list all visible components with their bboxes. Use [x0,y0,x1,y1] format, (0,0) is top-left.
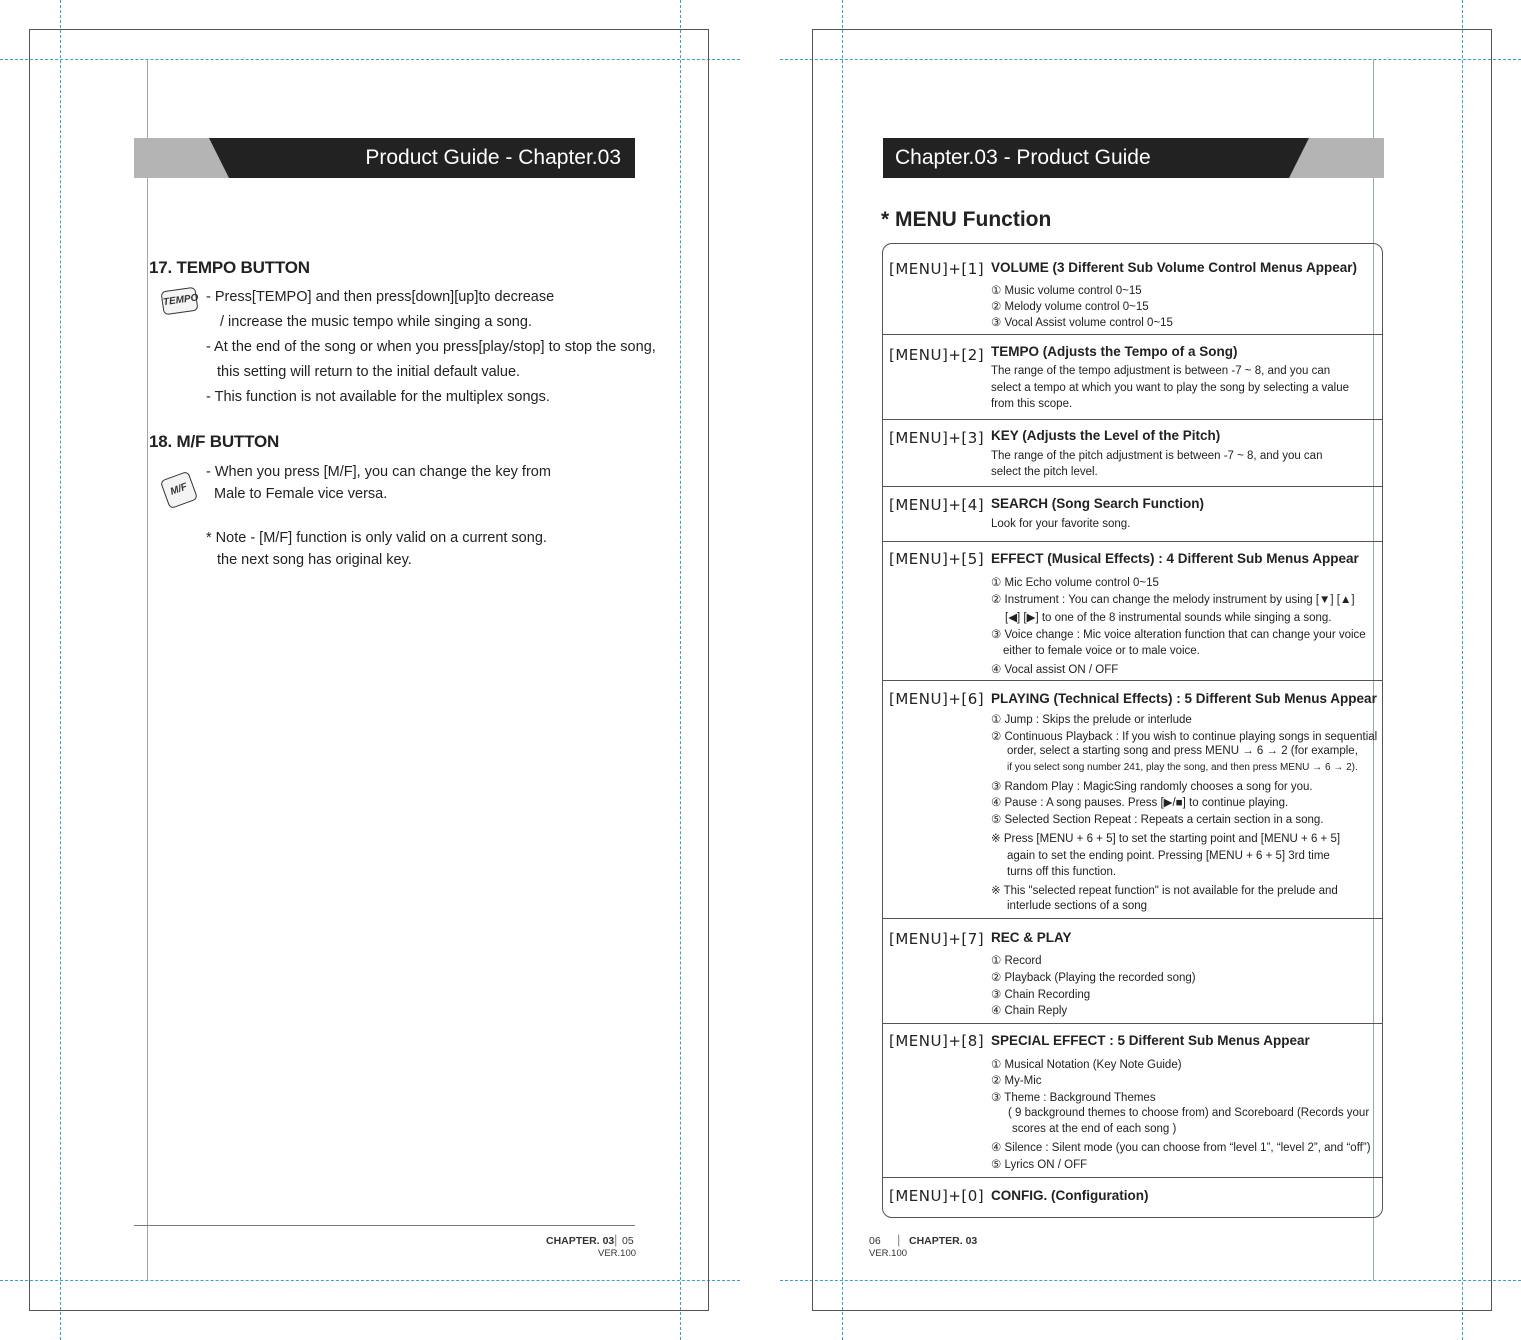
row-divider [882,486,1383,487]
left-footer-rule [134,1225,635,1226]
margin-guide [147,60,148,1280]
menu-row-line: ① Musical Notation (Key Note Guide) [991,1059,1182,1071]
right-header-bar [883,138,1384,178]
tempo-line: this setting will return to the initial default value. [217,364,521,380]
menu-row-line: ( 9 background themes to choose from) and Scoreboard (Records your [1008,1107,1370,1119]
menu-key-0: [MENU]+[0] [889,1187,985,1205]
mf-note-line: the next song has original key. [217,552,412,568]
menu-row-line: ④ Silence : Silent mode (you can choose from “level 1”, “level 2”, and “off”) [991,1142,1371,1154]
footer-divider: | [897,1232,901,1247]
menu-key-4: [MENU]+[4] [889,496,985,514]
menu-row-title: REC & PLAY [991,930,1072,945]
menu-row-title: KEY (Adjusts the Level of the Pitch) [991,428,1221,443]
menu-row-title: VOLUME (3 Different Sub Volume Control Menus Appear) [991,260,1358,275]
tempo-line: - Press[TEMPO] and then press[down][up]to decrease [206,289,555,305]
menu-row-line: ④ Pause : A song pauses. Press [▶/■] to continue playing. [991,797,1289,809]
menu-row-line: select a tempo at which you want to play the song by selecting a value [991,382,1349,394]
menu-row-line: again to set the ending point. Pressing [MENU + 6 + 5] 3rd time [1007,850,1330,862]
mf-line: Male to Female vice versa. [214,486,388,502]
menu-row-line: ① Music volume control 0~15 [991,285,1142,297]
menu-key-1: [MENU]+[1] [889,260,985,278]
row-divider [882,419,1383,420]
menu-row-title: SEARCH (Song Search Function) [991,496,1205,511]
mf-line: - When you press [M/F], you can change the key from [206,464,551,480]
menu-row-line: ※ Press [MENU + 6 + 5] to set the starting point and [MENU + 6 + 5] [991,833,1341,845]
left-footer-version: VER.100 [598,1248,637,1259]
mf-section-title: 18. M/F BUTTON [149,432,280,451]
row-divider [882,1023,1383,1024]
left-footer-page: 05 [622,1235,634,1247]
right-header-title: Chapter.03 - Product Guide [895,146,1151,169]
right-footer-page: 06 [869,1235,881,1247]
menu-function-title: * MENU Function [881,208,1052,231]
menu-key-8: [MENU]+[8] [889,1032,985,1050]
tempo-button-icon: TEMPO [161,287,199,316]
menu-row-line: ④ Vocal assist ON / OFF [991,664,1119,676]
menu-row-line: ③ Voice change : Mic voice alteration function that can change your voice [991,629,1366,641]
menu-row-line: ② Melody volume control 0~15 [991,301,1149,313]
menu-row-line: ① Mic Echo volume control 0~15 [991,577,1159,589]
row-divider [882,541,1383,542]
menu-row-line: scores at the end of each song ) [1012,1123,1177,1135]
menu-key-6: [MENU]+[6] [889,690,985,708]
menu-row-line: ④ Chain Reply [991,1005,1068,1017]
row-divider [882,918,1383,919]
menu-row-title: PLAYING (Technical Effects) : 5 Different Sub Menus Appear [991,691,1377,706]
tempo-line: / increase the music tempo while singing a song. [220,314,532,330]
menu-row-line: ② Continuous Playback : If you wish to continue playing songs in sequential [991,731,1378,743]
menu-row-line: ③ Random Play : MagicSing randomly chooses a song for you. [991,781,1313,793]
menu-row-title: CONFIG. (Configuration) [991,1188,1149,1203]
right-footer-version: VER.100 [869,1248,908,1259]
left-header-title: Product Guide - Chapter.03 [365,146,621,169]
menu-row-line: ① Jump : Skips the prelude or interlude [991,714,1192,726]
menu-row-title: EFFECT (Musical Effects) : 4 Different Sub Menus Appear [991,551,1359,566]
menu-row-line: if you select song number 241, play the song, and then press MENU → 6 → 2). [1007,762,1358,773]
tempo-section-title: 17. TEMPO BUTTON [149,258,310,277]
menu-row-line: Look for your favorite song. [991,518,1131,530]
right-footer-chapter: CHAPTER. 03 [909,1235,978,1247]
menu-key-5: [MENU]+[5] [889,550,985,568]
tempo-line: - At the end of the song or when you press[play/stop] to stop the song, [206,339,656,355]
menu-row-line: ⑤ Lyrics ON / OFF [991,1159,1088,1171]
menu-row-title: SPECIAL EFFECT : 5 Different Sub Menus Appear [991,1033,1310,1048]
menu-row-line: ③ Theme : Background Themes [991,1092,1156,1104]
row-divider [882,1177,1383,1178]
menu-row-line: ② My-Mic [991,1075,1042,1087]
menu-row-line: The range of the pitch adjustment is between -7 ~ 8, and you can [991,450,1323,462]
menu-row-line: The range of the tempo adjustment is between -7 ~ 8, and you can [991,365,1331,377]
menu-row-line: ③ Chain Recording [991,989,1091,1001]
left-header-bar [134,138,635,178]
menu-key-2: [MENU]+[2] [889,346,985,364]
left-footer-chapter: CHAPTER. 03 [546,1235,615,1247]
mf-note-line: * Note - [M/F] function is only valid on a current song. [206,530,547,546]
menu-row-line: order, select a starting song and press MENU → 6 → 2 (for example, [1007,745,1358,757]
row-divider [882,680,1383,681]
menu-row-line: ① Record [991,955,1042,967]
menu-row-line: ⑤ Selected Section Repeat : Repeats a certain section in a song. [991,814,1324,826]
menu-row-title: TEMPO (Adjusts the Tempo of a Song) [991,344,1238,359]
footer-divider: | [614,1232,618,1247]
menu-row-line: ② Instrument : You can change the melody instrument by using [▼] [▲] [991,594,1355,606]
menu-row-line: interlude sections of a song [1007,900,1148,912]
left-trim-box [29,29,709,1311]
tempo-line: - This function is not available for the multiplex songs. [206,389,550,405]
menu-row-line: [◀] [▶] to one of the 8 instrumental sounds while singing a song. [1005,612,1332,624]
menu-key-7: [MENU]+[7] [889,930,985,948]
menu-key-3: [MENU]+[3] [889,429,985,447]
menu-row-line: ※ This "selected repeat function" is not available for the prelude and [991,885,1338,897]
menu-row-line: ③ Vocal Assist volume control 0~15 [991,317,1173,329]
menu-row-line: select the pitch level. [991,466,1098,478]
menu-row-line: ② Playback (Playing the recorded song) [991,972,1196,984]
mf-button-icon: M/F [160,471,198,509]
menu-row-line: either to female voice or to male voice. [1003,645,1200,657]
row-divider [882,334,1383,335]
menu-row-line: turns off this function. [1007,866,1117,878]
menu-row-line: from this scope. [991,398,1073,410]
